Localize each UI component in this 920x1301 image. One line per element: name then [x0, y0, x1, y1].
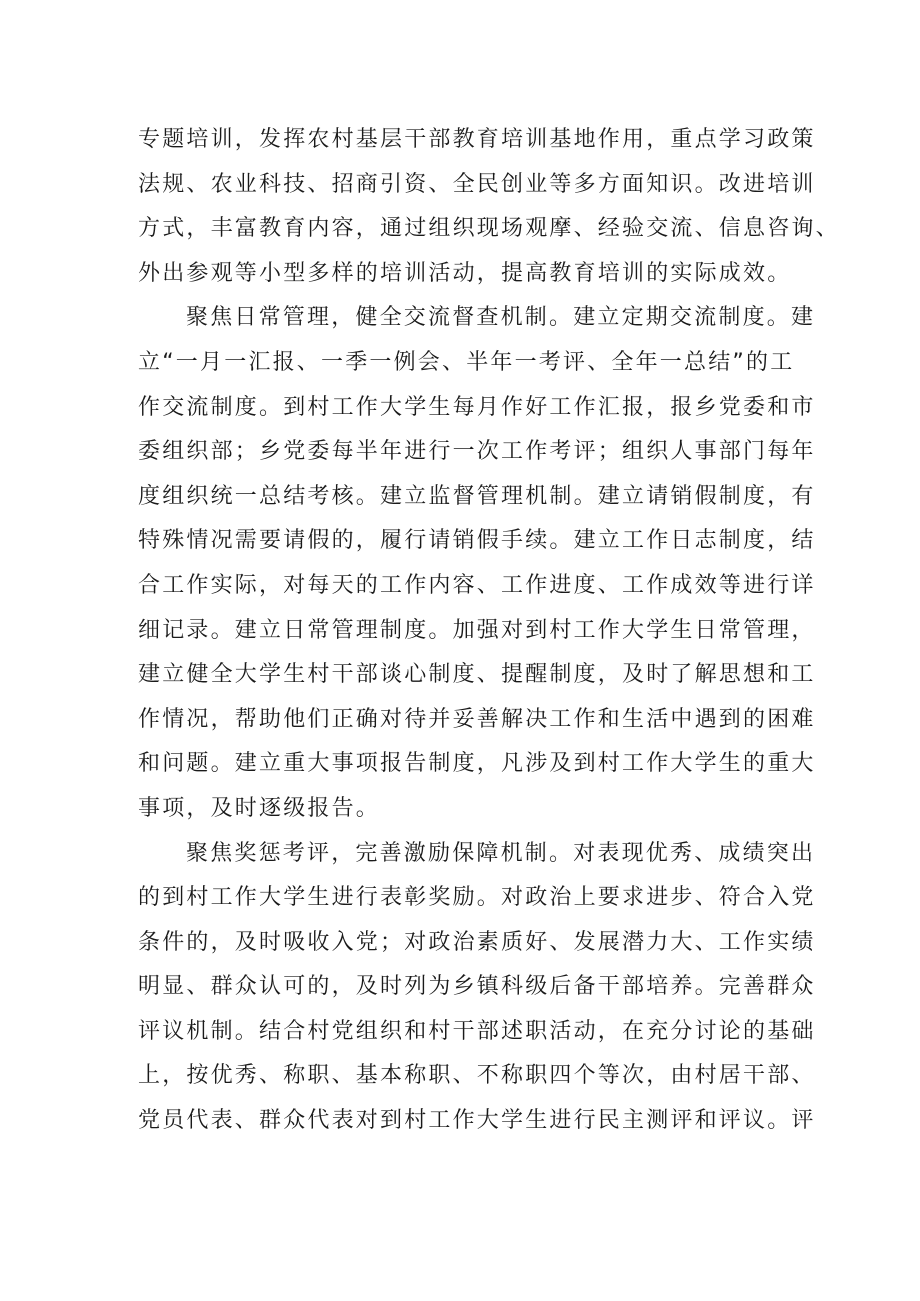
paragraph-line: 作情况，帮助他们正确对待并妥善解决工作和生活中遇到的困难	[138, 706, 816, 732]
paragraph-line: 明显、群众认可的，及时列为乡镇科级后备干部培养。完善群众	[138, 974, 816, 1000]
paragraph-line: 法规、农业科技、招商引资、全民创业等多方面知识。改进培训	[138, 171, 816, 197]
paragraph-line: 立“一月一汇报、一季一例会、半年一考评、全年一总结”的工	[138, 349, 795, 375]
paragraph-line: 党员代表、群众代表对到村工作大学生进行民主测评和评议。评	[138, 1108, 816, 1134]
paragraph-line: 的到村工作大学生进行表彰奖励。对政治上要求进步、符合入党	[138, 885, 816, 911]
paragraph-line: 度组织统一总结考核。建立监督管理机制。建立请销假制度，有	[138, 483, 816, 509]
paragraph-line: 细记录。建立日常管理制度。加强对到村工作大学生日常管理，	[138, 617, 816, 643]
paragraph-line: 事项，及时逐级报告。	[138, 795, 381, 821]
paragraph-line: 合工作实际，对每天的工作内容、工作进度、工作成效等进行详	[138, 572, 816, 598]
paragraph-line: 特殊情况需要请假的，履行请销假手续。建立工作日志制度，结	[138, 528, 816, 554]
paragraph-line: 外出参观等小型多样的培训活动，提高教育培训的实际成效。	[138, 260, 792, 286]
paragraph-line: 评议机制。结合村党组织和村干部述职活动，在充分讨论的基础	[138, 1018, 816, 1044]
paragraph-line: 聚焦日常管理，健全交流督查机制。建立定期交流制度。建	[186, 305, 816, 331]
paragraph-3	[138, 832, 838, 1144]
paragraph-1	[138, 118, 838, 296]
paragraph-line: 和问题。建立重大事项报告制度，凡涉及到村工作大学生的重大	[138, 751, 816, 777]
document-body	[138, 118, 838, 1144]
paragraph-line: 建立健全大学生村干部谈心制度、提醒制度，及时了解思想和工	[138, 662, 816, 688]
paragraph-line: 聚焦奖惩考评，完善激励保障机制。对表现优秀、成绩突出	[186, 840, 816, 866]
paragraph-line: 条件的，及时吸收入党；对政治素质好、发展潜力大、工作实绩	[138, 929, 816, 955]
paragraph-line: 委组织部；乡党委每半年进行一次工作考评；组织人事部门每年	[138, 439, 816, 465]
paragraph-line: 方式，丰富教育内容，通过组织现场观摩、经验交流、信息咨询、	[138, 216, 840, 242]
paragraph-line: 作交流制度。到村工作大学生每月作好工作汇报，报乡党委和市	[138, 394, 816, 420]
paragraph-line: 上，按优秀、称职、基本称职、不称职四个等次，由村居干部、	[138, 1063, 816, 1089]
paragraph-line: 专题培训，发挥农村基层干部教育培训基地作用，重点学习政策	[138, 127, 816, 152]
paragraph-2	[138, 296, 838, 831]
